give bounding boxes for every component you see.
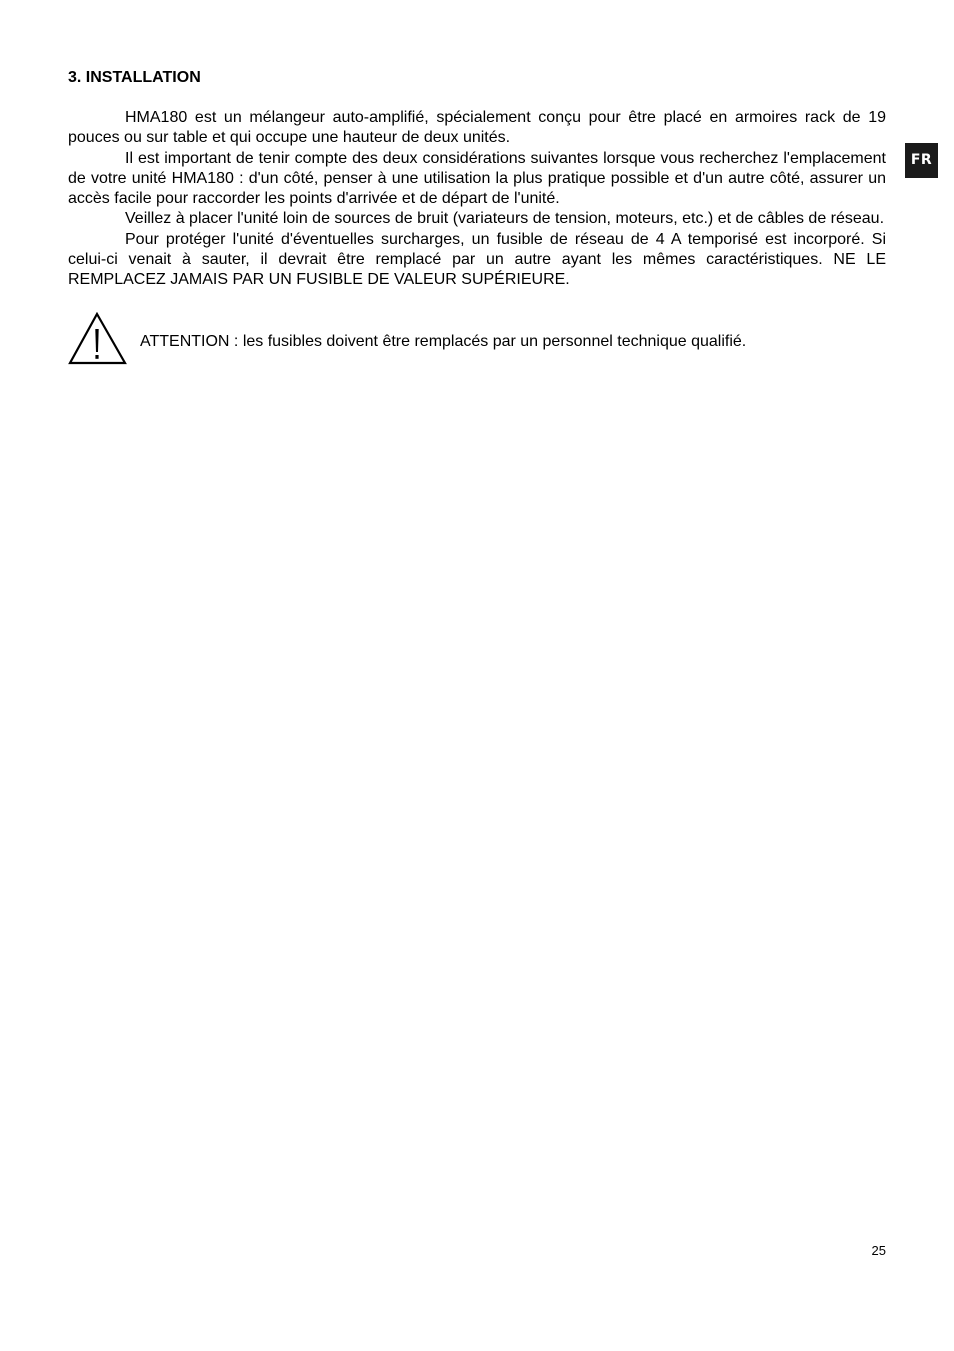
section-separator: . bbox=[76, 69, 86, 86]
warning-text: ATTENTION : les fusibles doivent être remplacés par un personnel technique qualifié. bbox=[140, 333, 747, 350]
installation-body bbox=[68, 108, 886, 291]
page-number: 25 bbox=[871, 1243, 886, 1258]
language-tab: FR bbox=[905, 143, 938, 178]
paragraph-description: HMA180 est un mélangeur auto-amplifié, spécialement conçu pour être placé en armoires rack de 19 pouces ou sur table et qui occupe une hauteur de deux unités. bbox=[68, 109, 886, 147]
section-title bbox=[68, 68, 201, 88]
paragraph-fuse-protection: Pour protéger l'unité d'éventuelles surcharges, un fusible de réseau de 4 A temporisé est incorporé. Si celui-ci venait à sauter, il devrait être remplacé par un autre ayant les mêmes caractéristiques. NE LE REMPLACEZ JAMAIS PAR UN FUSIBLE DE VALEUR SUPÉRIEURE. bbox=[68, 230, 886, 289]
paragraph-placement-considerations: Il est important de tenir compte des deux considérations suivantes lorsque vous recherchez l'emplacement de votre unité HMA180 : d'un côté, penser à une utilisation la plus pratique possible et d'un autre côté, assurer un accès facile pour raccorder les points d'arrivée et de départ de l'unité. bbox=[68, 149, 886, 208]
section-number: 3 bbox=[68, 69, 77, 86]
warning-triangle-icon bbox=[68, 312, 128, 366]
section-title-text: INSTALLATION bbox=[85, 69, 201, 86]
paragraph-noise-sources: Veillez à placer l'unité loin de sources de bruit (variateurs de tension, moteurs, etc.) et de câbles de réseau. bbox=[125, 210, 885, 228]
warning-notice bbox=[68, 312, 886, 366]
